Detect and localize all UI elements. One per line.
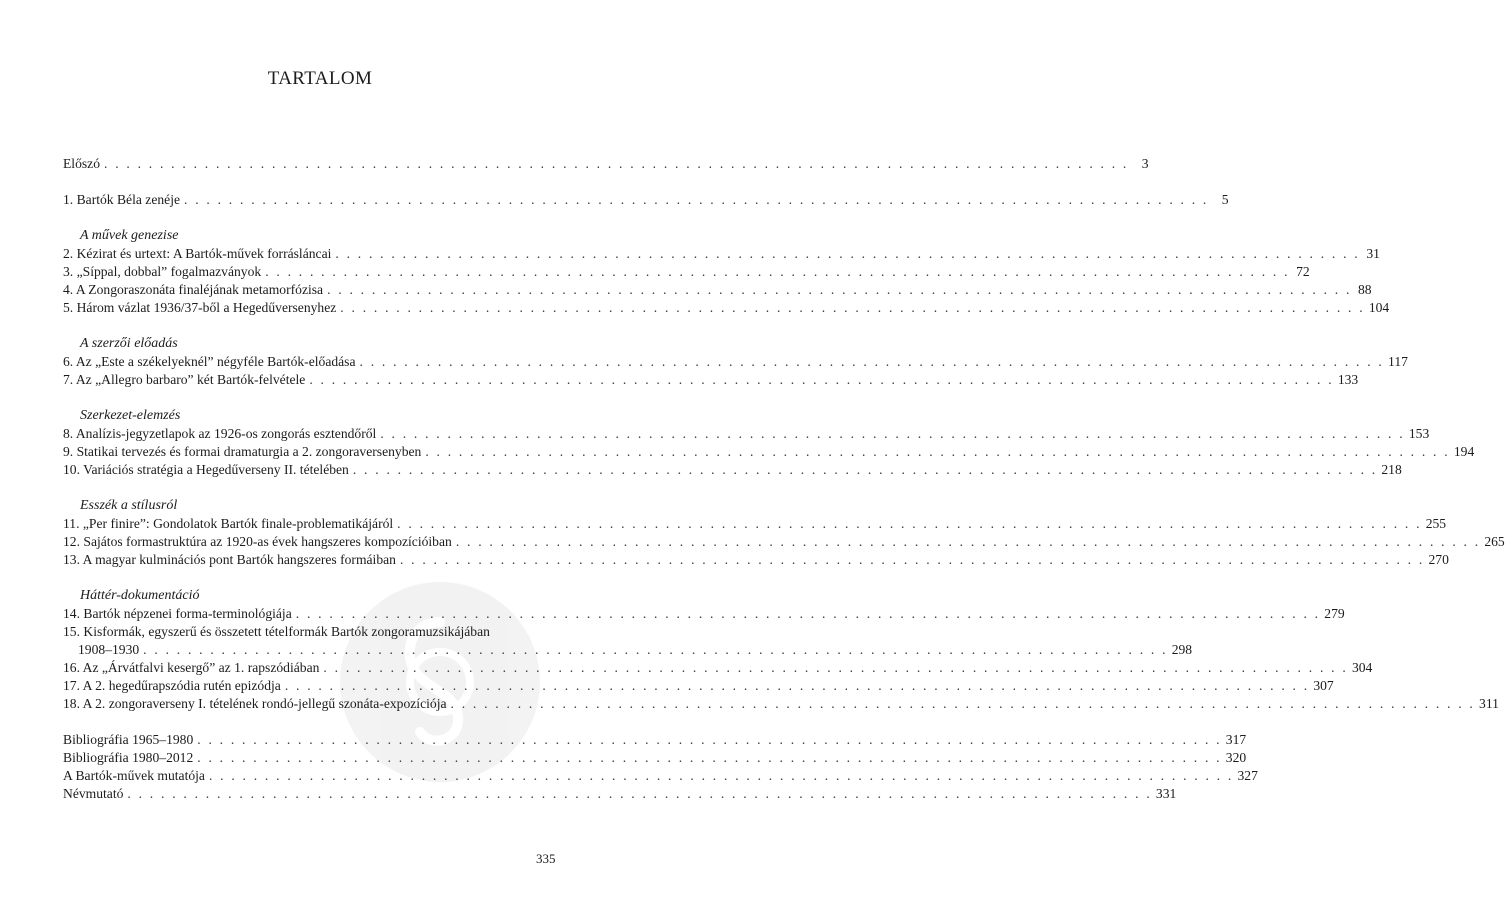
section-heading: Háttér-dokumentáció — [80, 588, 200, 603]
entry-label: 11. „Per finire”: Gondolatok Bartók finale-problematikájáról — [63, 516, 394, 531]
entry-page: 5 — [1221, 192, 1229, 207]
entry-page: 327 — [1237, 768, 1258, 783]
entry-label: 7. Az „Allegro barbaro” két Bartók-felvétele — [63, 372, 306, 387]
toc-entry — [63, 353, 1408, 370]
entry-page: 265 — [1484, 534, 1505, 549]
toc-entry — [63, 767, 1258, 784]
entry-label: Bibliográfia 1980–2012 — [63, 750, 194, 765]
dot-leader: . . . . . . . . . . . . . . . . . . . . . . . . . . . . . . . . . . . . . . . . . . . . . . . . . . . . . . . . . . . . . . . . . . . . . . . . . . . . . . . . . . . . . . . . . . . . — [399, 552, 1425, 567]
toc-entry-continuation — [78, 641, 1193, 658]
entry-page: 270 — [1428, 552, 1449, 567]
entry-label: 9. Statikai tervezés és formai dramaturgia a 2. zongoraversenyben — [63, 444, 422, 459]
entry-label: 13. A magyar kulminációs pont Bartók hangszeres formáiban — [63, 552, 396, 567]
dot-leader: . . . . . . . . . . . . . . . . . . . . . . . . . . . . . . . . . . . . . . . . . . . . . . . . . . . . . . . . . . . . . . . . . . . . . . . . . . . . . . . . . . . . . . . . . . . . — [295, 606, 1321, 621]
dot-leader: . . . . . . . . . . . . . . . . . . . . . . . . . . . . . . . . . . . . . . . . . . . . . . . . . . . . . . . . . . . . . . . . . . . . . . . . . . . . . . . . . . . . . . . . . . . . — [323, 660, 1348, 675]
toc-entry — [63, 371, 1359, 388]
dot-leader: . . . . . . . . . . . . . . . . . . . . . . . . . . . . . . . . . . . . . . . . . . . . . . . . . . . . . . . . . . . . . . . . . . . . . . . . . . . . . . . . . . . . . . . . . . . . — [340, 300, 1365, 315]
entry-page: 3 — [1141, 156, 1149, 171]
toc-entry — [63, 245, 1380, 262]
entry-label: 3. „Síppal, dobbal” fogalmazványok — [63, 264, 262, 279]
entry-page: 72 — [1296, 264, 1310, 279]
dot-leader: . . . . . . . . . . . . . . . . . . . . . . . . . . . . . . . . . . . . . . . . . . . . . . . . . . . . . . . . . . . . . . . . . . . . . . . . . . . . . . . . . . . . . . . . . . . . — [143, 642, 1168, 657]
entry-label: 16. Az „Árvátfalvi kesergő” az 1. rapszódiában — [63, 660, 320, 675]
dot-leader: . . . . . . . . . . . . . . . . . . . . . . . . . . . . . . . . . . . . . . . . . . . . . . . . . . . . . . . . . . . . . . . . . . . . . . . . . . . . . . . . . . . . . . . . . . . . — [335, 246, 1360, 261]
toc-entry — [63, 461, 1402, 478]
entry-page: 255 — [1425, 516, 1447, 531]
entry-label: 10. Variációs stratégia a Hegedűverseny II. tételében — [63, 462, 349, 477]
entry-label: 15. Kisformák, egyszerű és összetett tételformák Bartók zongoramuzsikájában — [63, 624, 490, 639]
entry-label: A Bartók-művek mutatója — [63, 768, 205, 783]
entry-page: 133 — [1337, 372, 1359, 387]
dot-leader: . . . . . . . . . . . . . . . . . . . . . . . . . . . . . . . . . . . . . . . . . . . . . . . . . . . . . . . . . . . . . . . . . . . . . . . . . . . . . . . . . . . . . . . . . . . . — [352, 462, 1378, 477]
entry-page: 320 — [1225, 750, 1247, 765]
entry-page: 88 — [1358, 282, 1372, 297]
section-heading: Esszék a stílusról — [80, 498, 178, 513]
dot-leader: . . . . . . . . . . . . . . . . . . . . . . . . . . . . . . . . . . . . . . . . . . . . . . . . . . . . . . . . . . . . . . . . . . . . . . . . . . . . . . . . . . . . . . . . . . . . — [197, 750, 1222, 765]
entry-label: 2. Kézirat és urtext: A Bartók-művek forrásláncai — [63, 246, 332, 261]
entry-page: 307 — [1313, 678, 1334, 693]
toc-entry — [63, 605, 1345, 622]
toc-entry — [63, 749, 1247, 766]
dot-leader: . . . . . . . . . . . . . . . . . . . . . . . . . . . . . . . . . . . . . . . . . . . . . . . . . . . . . . . . . . . . . . . . . . . . . . . . . . . . . . . . . . . . . . . . . . . . — [455, 534, 1481, 549]
toc-entry — [63, 443, 1475, 460]
entry-label: 1. Bartók Béla zenéje — [63, 192, 181, 207]
dot-leader: . . . . . . . . . . . . . . . . . . . . . . . . . . . . . . . . . . . . . . . . . . . . . . . . . . . . . . . . . . . . . . . . . . . . . . . . . . . . . . . . . . . . . . . . . . . . — [380, 426, 1405, 441]
toc-entry — [63, 281, 1372, 298]
page-number: 335 — [536, 851, 556, 866]
toc-entry — [63, 731, 1247, 748]
dot-leader: . . . . . . . . . . . . . . . . . . . . . . . . . . . . . . . . . . . . . . . . . . . . . . . . . . . . . . . . . . . . . . . . . . . . . . . . . . . . . . . . . . . . . . . . . . . . — [309, 372, 1334, 387]
dot-leader: . . . . . . . . . . . . . . . . . . . . . . . . . . . . . . . . . . . . . . . . . . . . . . . . . . . . . . . . . . . . . . . . . . . . . . . . . . . . . . . . . . . . . . . . . . . . — [327, 282, 1352, 297]
toc-entry — [63, 263, 1310, 280]
dot-leader: . . . . . . . . . . . . . . . . . . . . . . . . . . . . . . . . . . . . . . . . . . . . . . . . . . . . . . . . . . . . . . . . . . . . . . . . . . . . . . . . . . . . . . . . . . . . — [284, 678, 1310, 693]
entry-page: 153 — [1408, 426, 1430, 441]
page-title: TARTALOM — [267, 68, 373, 89]
entry-label: 12. Sajátos formastruktúra az 1920-as évek hangszeres kompozícióiban — [63, 534, 452, 549]
dot-leader: . . . . . . . . . . . . . . . . . . . . . . . . . . . . . . . . . . . . . . . . . . . . . . . . . . . . . . . . . . . . . . . . . . . . . . . . . . . . . . . . . . . . . . . . . . . . — [359, 354, 1385, 369]
dot-leader: . . . . . . . . . . . . . . . . . . . . . . . . . . . . . . . . . . . . . . . . . . . . . . . . . . . . . . . . . . . . . . . . . . . . . . . . . . . . . . . . . . . . . . . . . . . . — [397, 516, 1422, 531]
section-heading: Szerkezet-elemzés — [80, 408, 181, 423]
entry-page: 304 — [1351, 660, 1373, 675]
entry-page: 117 — [1388, 354, 1408, 369]
entry-label: 1908–1930 — [78, 642, 140, 657]
entry-label: 14. Bartók népzenei forma-terminológiája — [63, 606, 292, 621]
entry-page: 104 — [1368, 300, 1390, 315]
toc-entry — [63, 623, 568, 640]
entry-page: 317 — [1225, 732, 1247, 747]
dot-leader: . . . . . . . . . . . . . . . . . . . . . . . . . . . . . . . . . . . . . . . . . . . . . . . . . . . . . . . . . . . . . . . . . . . . . . . . . . . . . . . . . . . . . . . . . . . . — [450, 696, 1476, 711]
dot-leader: . . . . . . . . . . . . . . . . . . . . . . . . . . . . . . . . . . . . . . . . . . . . . . . . . . . . . . . . . . . . . . . . . . . . . . . . . . . . . . . . . . . . . . . . . . . . — [184, 192, 1209, 207]
dot-leader: . . . . . . . . . . . . . . . . . . . . . . . . . . . . . . . . . . . . . . . . . . . . . . . . . . . . . . . . . . . . . . . . . . . . . . . . . . . . . . . . . . . . . . . . . . . . — [104, 156, 1129, 171]
toc-entry — [63, 695, 1499, 712]
toc-entry — [63, 425, 1430, 442]
toc-entry — [63, 155, 1149, 172]
entry-label: 5. Három vázlat 1936/37-ből a Hegedűversenyhez — [63, 300, 337, 315]
toc-entry — [63, 785, 1177, 802]
dot-leader: . . . . . . . . . . . . . . . . . . . . . . . . . . . . . . . . . . . . . . . . . . . . . . . . . . . . . . . . . . . . . . . . . . . . . . . . . . . . . . . . . . . . . . . . . . . . — [265, 264, 1290, 279]
section-heading: A szerzői előadás — [80, 336, 178, 351]
entry-label: 18. A 2. zongoraverseny I. tételének rondó-jellegű szonáta-expozíciója — [63, 696, 447, 711]
entry-page: 279 — [1324, 606, 1345, 621]
entry-label: 17. A 2. hegedűrapszódia rutén epizódja — [63, 678, 281, 693]
entry-label: Előszó — [63, 156, 100, 171]
toc-entry — [63, 191, 1229, 208]
entry-label: 4. A Zongoraszonáta finaléjának metamorfózisa — [63, 282, 324, 297]
dot-leader: . . . . . . . . . . . . . . . . . . . . . . . . . . . . . . . . . . . . . . . . . . . . . . . . . . . . . . . . . . . . . . . . . . . . . . . . . . . . . . . . . . . . . . . . . . . . — [208, 768, 1234, 783]
toc-entry — [63, 299, 1390, 316]
toc-entry — [63, 515, 1447, 532]
entry-page: 194 — [1453, 444, 1475, 459]
entry-page: 218 — [1381, 462, 1402, 477]
dot-leader: . . . . . . . . . . . . . . . . . . . . . . . . . . . . . . . . . . . . . . . . . . . . . . . . . . . . . . . . . . . . . . . . . . . . . . . . . . . . . . . . . . . . . . . . . . . . — [127, 786, 1152, 801]
toc-entry — [63, 551, 1449, 568]
entry-label: 8. Analízis-jegyzetlapok az 1926-os zongorás esztendőről — [63, 426, 377, 441]
dot-leader: . . . . . . . . . . . . . . . . . . . . . . . . . . . . . . . . . . . . . . . . . . . . . . . . . . . . . . . . . . . . . . . . . . . . . . . . . . . . . . . . . . . . . . . . . . . . — [425, 444, 1450, 459]
toc-entry — [63, 533, 1505, 550]
dot-leader: . . . . . . . . . . . . . . . . . . . . . . . . . . . . . . . . . . . . . . . . . . . . . . . . . . . . . . . . . . . . . . . . . . . . . . . . . . . . . . . . . . . . . . . . . . . . — [197, 732, 1222, 747]
entry-page: 298 — [1171, 642, 1193, 657]
entry-page: 311 — [1479, 696, 1499, 711]
entry-label: Névmutató — [63, 786, 124, 801]
entry-label: Bibliográfia 1965–1980 — [63, 732, 194, 747]
entry-label: 6. Az „Este a székelyeknél” négyféle Bartók-előadása — [63, 354, 356, 369]
section-heading: A művek genezise — [80, 228, 179, 243]
toc-entry — [63, 659, 1373, 676]
toc-entry — [63, 677, 1334, 694]
entry-page: 331 — [1155, 786, 1177, 801]
entry-page: 31 — [1366, 246, 1380, 261]
